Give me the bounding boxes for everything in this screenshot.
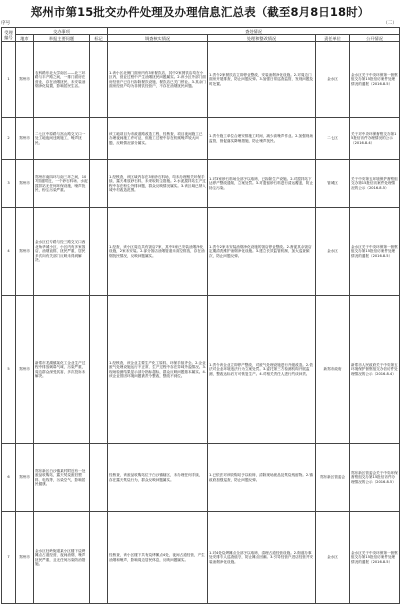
cell-case: 金水区红专路与经三路交叉口西北角华城小区，小区内有多家饭店，油烟直排，扰民严重，居民多次向有关部门反映未得到解决。 bbox=[34, 208, 90, 296]
cell-mark bbox=[90, 444, 108, 512]
header-verify-group: 查处情况 bbox=[108, 28, 400, 35]
cell-result: 1.经核查，该区域内存在3家砂石料场，均未办理相关环保手续，露天堆放砂石料，未采取防尘措施。2.水泥搅拌站生产过程中存在粉尘外排问题，群众反映情况属实。3.该区域已纳入城中村改造范围。 bbox=[108, 160, 208, 208]
header-unit: 责任单位 bbox=[316, 35, 350, 42]
header-publicity: 公开情况 bbox=[350, 35, 400, 42]
cell-unit: 郑东新区管委会 bbox=[316, 444, 350, 512]
cell-result: 1.该小区北侧门面房内有3家餐饮店，其中2家餐饮店均在小区内，营业过程中产生油烟扰民问题属实。2.该小区外部门面房经营户已自行拆除餐饮设施，餐饮店已关门停业。3.其余门面房经营户均为非餐饮经营户，不存在油烟扰民问题。 bbox=[108, 42, 208, 118]
cell-publicity: 郑东新区管委会关于中央环保督察组交办第15批信访件办理情况的公示（2016.8.5） bbox=[350, 444, 400, 512]
cell-case: 郑州市南四环与南三环之间，107国道附近，一个砂石料场、水泥搅拌站无任何环保设施，噪声扰民，粉尘污染严重。 bbox=[34, 160, 90, 208]
cell-case: 金水区杜岭街道某小区楼下烧烤摊点占道经营，夜间油烟、噪声扰民严重，且无任何污染防治措施。 bbox=[34, 512, 90, 604]
cell-seq: 7 bbox=[2, 512, 16, 604]
case-table bbox=[1, 27, 400, 604]
cell-result: 该工地项目为市政道路改造工程，经核查，项目夜间施工已办理夜间施工许可证，但施工过程中存在机械噪声较大问题，反映情况部分属实。 bbox=[108, 118, 208, 160]
header-district: 地市 bbox=[16, 35, 34, 42]
document-title: 郑州市第15批交办件处理及办理信息汇总表（截至8月8日18时） bbox=[30, 5, 370, 19]
cell-unit: 管城区 bbox=[316, 160, 350, 208]
cell-result: 1.经核查，该企业主要生产化工原料，环保手续齐全。2.企业废气处理设施运行不正常，生产过程中存在异味外溢情况。3.现场检测结果显示部分指标超标，群众反映问题基本属实。4.该企业曾因环境问题被责令整改，整改不到位。 bbox=[108, 296, 208, 444]
cell-handle: 1.责令2家未安装油烟净化设施的饭店停业整改。2.督促其余饭店定期清洗维护油烟净化设施。3.建立长效监管机制，加大巡查频次，防止问题反弹。 bbox=[208, 208, 316, 296]
header-case: 举报主要问题 bbox=[34, 35, 90, 42]
page-tag: （二） bbox=[383, 21, 397, 26]
cell-seq: 4 bbox=[2, 208, 16, 296]
cell-mark bbox=[90, 208, 108, 296]
cell-mark bbox=[90, 160, 108, 208]
header-seq: 受理编号 bbox=[2, 28, 16, 42]
cell-handle: 1.对4处烧烤摊点全部予以取缔，清理占道经营设施。2.街道办事处安排专人巡查值守，防止摊点回潮。3.引导经营户进店经营并安装油烟净化设施。 bbox=[208, 512, 316, 604]
table-row bbox=[2, 208, 400, 296]
header-mark: 标记 bbox=[90, 35, 108, 42]
table-row bbox=[2, 512, 400, 604]
cell-district: 郑州市 bbox=[16, 42, 34, 118]
cell-unit: 二七区 bbox=[316, 118, 350, 160]
cell-seq: 2 bbox=[2, 118, 16, 160]
table-row bbox=[2, 160, 400, 208]
cell-case: 农科路东北大学南区——北三环路与丰产路之间，一排门面房在营业，存在油烟扰民，未安装油烟净化装置，影响居民生活。 bbox=[34, 42, 90, 118]
cell-unit: 金水区 bbox=[316, 512, 350, 604]
cell-case: 郑东新区白沙镇某村附近有一处废品收购站，露天焚烧废旧塑料、电线等，污染空气，影响居民健康。 bbox=[34, 444, 90, 512]
table-row bbox=[2, 296, 400, 444]
table-row bbox=[2, 118, 400, 160]
cell-result: 经核查，该小区楼下共有烧烤摊点4处，夜间占道经营，产生油烟和噪声，影响周边居民休息，反映问题属实。 bbox=[108, 512, 208, 604]
cell-seq: 6 bbox=[2, 444, 16, 512]
cell-seq: 1 bbox=[2, 42, 16, 118]
cell-district: 郑州市 bbox=[16, 160, 34, 208]
cell-district: 郑州市 bbox=[16, 296, 34, 444]
cell-handle: 1.已依法对该收购站予以取缔，清除现场废品及焚烧残留物。2.镇政府加强巡查，防止问题反弹。 bbox=[208, 444, 316, 512]
cell-publicity: 金水区关于中央环保第一督察组交办第15批信访案件处理情况的通报（2016.8.5） bbox=[350, 512, 400, 604]
cell-mark bbox=[90, 118, 108, 160]
cell-result: 经核查，该废品收购站位于白沙镇辖区，未办理任何手续，存在露天焚烧行为，群众反映问题属实。 bbox=[108, 444, 208, 512]
cell-district: 郑州市 bbox=[16, 444, 34, 512]
cell-seq: 5 bbox=[2, 296, 16, 444]
cell-publicity: 新郑市人民政府关于中央第五环境保护督察组交办信访件处理情况的公示（2016.8.4） bbox=[350, 296, 400, 444]
cell-publicity: 关于对中央环保督察交办第15批信访件办理情况的公示（2016.8.4） bbox=[350, 118, 400, 160]
cell-handle: 1.对3家砂石料场全部予以取缔，已拆除生产设施。2.对搅拌站下达停产整改通知，立案处罚。3.对遗留砂石料进行清运覆盖，防止扬尘污染。 bbox=[208, 160, 316, 208]
cell-handle: 1.责令该企业立即停产整改，对废气处理设施进行升级改造。2.依法对企业环境违法行为立案处罚。3.委托第三方检测机构开展监测，整改达标后方可恢复生产。4.对相关责任人进行约谈问责。 bbox=[208, 296, 316, 444]
cell-publicity: 关于中央第五环境保护督察组交办第15批信访案件处理情况的公示（2016.8.5） bbox=[350, 160, 400, 208]
cell-publicity: 金水区关于中央环保第一督察组交办第15批信访案件处理情况的通报（2016.8.5） bbox=[350, 208, 400, 296]
cell-seq: 3 bbox=[2, 160, 16, 208]
table-row bbox=[2, 42, 400, 118]
cell-district: 郑州市 bbox=[16, 118, 34, 160]
cell-mark bbox=[90, 296, 108, 444]
header-handle: 处理和整改情况 bbox=[208, 35, 316, 42]
cell-result: 1.经查，该小区周边共有饭店7家，其中5家已安装油烟净化设施，2家未安装。2.部分饭店油烟管道未高空排放，存在油烟扰民情况，反映问题属实。 bbox=[108, 208, 208, 296]
cell-handle: 1.责令施工单位合理安排施工时间，减少高噪声作业。2.加强现场监管，督促落实降噪措施，防止噪声扰民。 bbox=[208, 118, 316, 160]
cell-publicity: 金水区关于中央环保第一督察组交办第15批信访案件处理情况的通报（2016.8.5） bbox=[350, 42, 400, 118]
table-row bbox=[2, 444, 400, 512]
cell-handle: 1.责令2家餐饮店立即停业整改，安装油烟净化设施。2.对周边门面房开展排查，防止问题反弹。3.加强日常巡查监管，发现问题及时处置。 bbox=[208, 42, 316, 118]
cell-unit: 金水区 bbox=[316, 208, 350, 296]
seq-label: 序号 bbox=[1, 21, 11, 26]
cell-unit: 金水区 bbox=[316, 42, 350, 118]
header-result: 调查核实情况 bbox=[108, 35, 208, 42]
header-case-group: 交办事项 bbox=[16, 28, 108, 35]
cell-mark bbox=[90, 512, 108, 604]
cell-unit: 新郑市政府 bbox=[316, 296, 350, 444]
cell-case: 新郑市龙湖镇某化工企业生产过程中排放刺鼻气味，污染严重，周边群众深受其害，多次投诉未解决。 bbox=[34, 296, 90, 444]
cell-case: 二七区中原路与嵩山路交叉口一处工地夜间违规施工，噪声扰民。 bbox=[34, 118, 90, 160]
cell-mark bbox=[90, 42, 108, 118]
cell-district: 郑州市 bbox=[16, 208, 34, 296]
cell-district: 郑州市 bbox=[16, 512, 34, 604]
